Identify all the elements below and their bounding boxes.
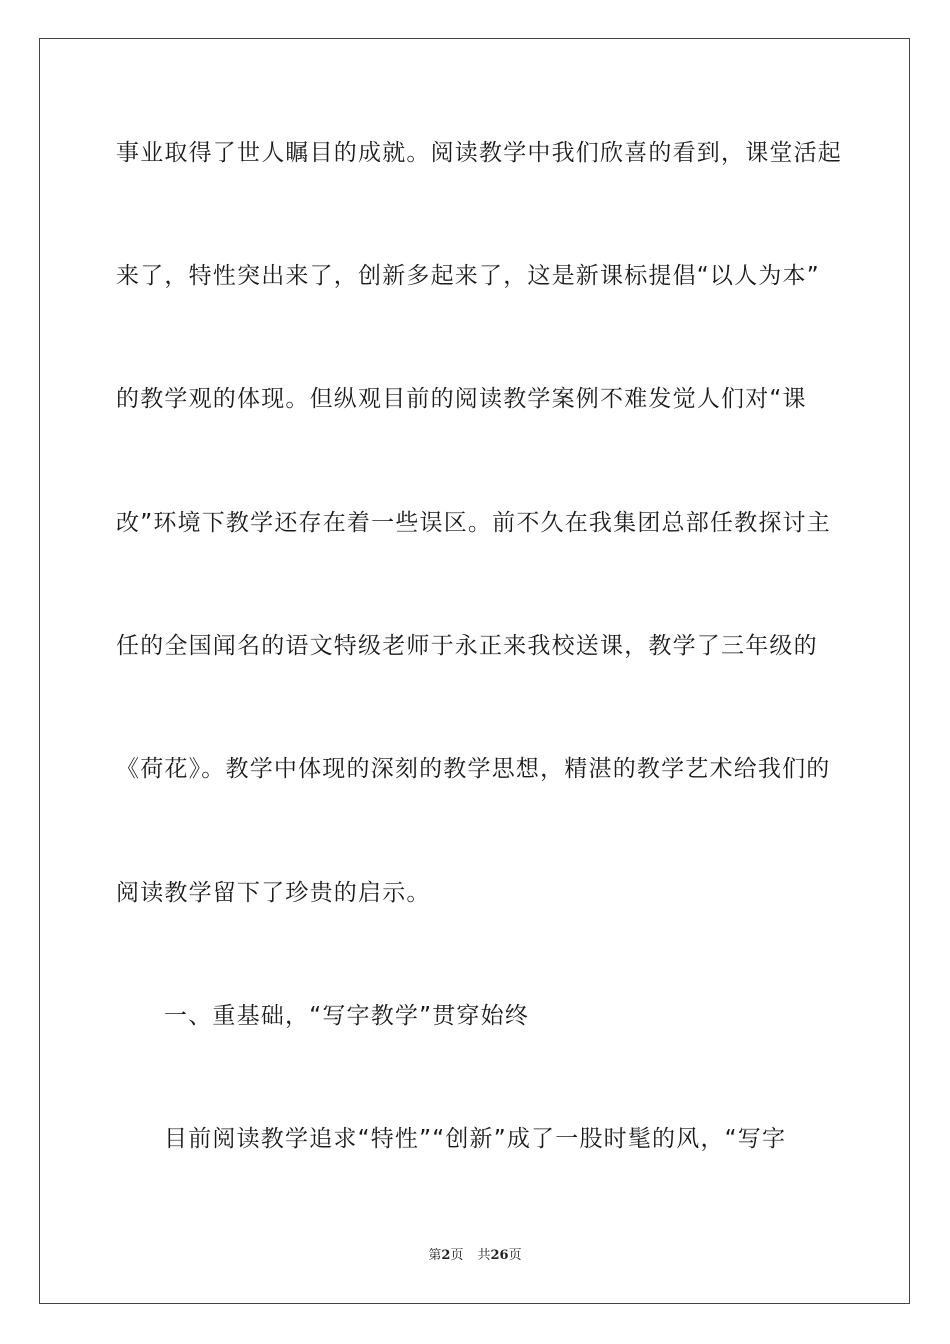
total-prefix: 共 <box>477 1248 491 1263</box>
body-text-line: 改”环境下教学还存在着一些误区。前不久在我集团总部任教探讨主 <box>116 510 831 536</box>
paragraph-start-line: 目前阅读教学追求“特性”“创新”成了一股时髦的风，“写字 <box>164 1126 787 1152</box>
body-text-line: 《荷花》。教学中体现的深刻的教学思想，精湛的教学艺术给我们的 <box>116 756 831 782</box>
page-prefix: 第 <box>428 1248 442 1263</box>
total-pages-number: 26 <box>490 1248 509 1263</box>
body-text-line: 的教学观的体现。但纵观目前的阅读教学案例不难发觉人们对“课 <box>116 386 807 412</box>
total-unit: 页 <box>508 1248 522 1263</box>
body-text-line: 事业取得了世人瞩目的成就。阅读教学中我们欣喜的看到，课堂活起 <box>116 140 842 166</box>
body-text-line: 来了，特性突出来了，创新多起来了，这是新课标提倡“以人为本” <box>116 263 820 289</box>
page-frame <box>39 38 910 1304</box>
current-page-number: 2 <box>441 1248 451 1263</box>
page-footer <box>0 1247 950 1265</box>
body-text-line: 阅读教学留下了珍贵的启示。 <box>116 880 431 906</box>
body-text-line: 任的全国闻名的语文特级老师于永正来我校送课，教学了三年级的 <box>116 633 818 659</box>
page-unit: 页 <box>450 1248 464 1263</box>
section-heading: 一、重基础，“写字教学”贯穿始终 <box>164 1003 530 1029</box>
